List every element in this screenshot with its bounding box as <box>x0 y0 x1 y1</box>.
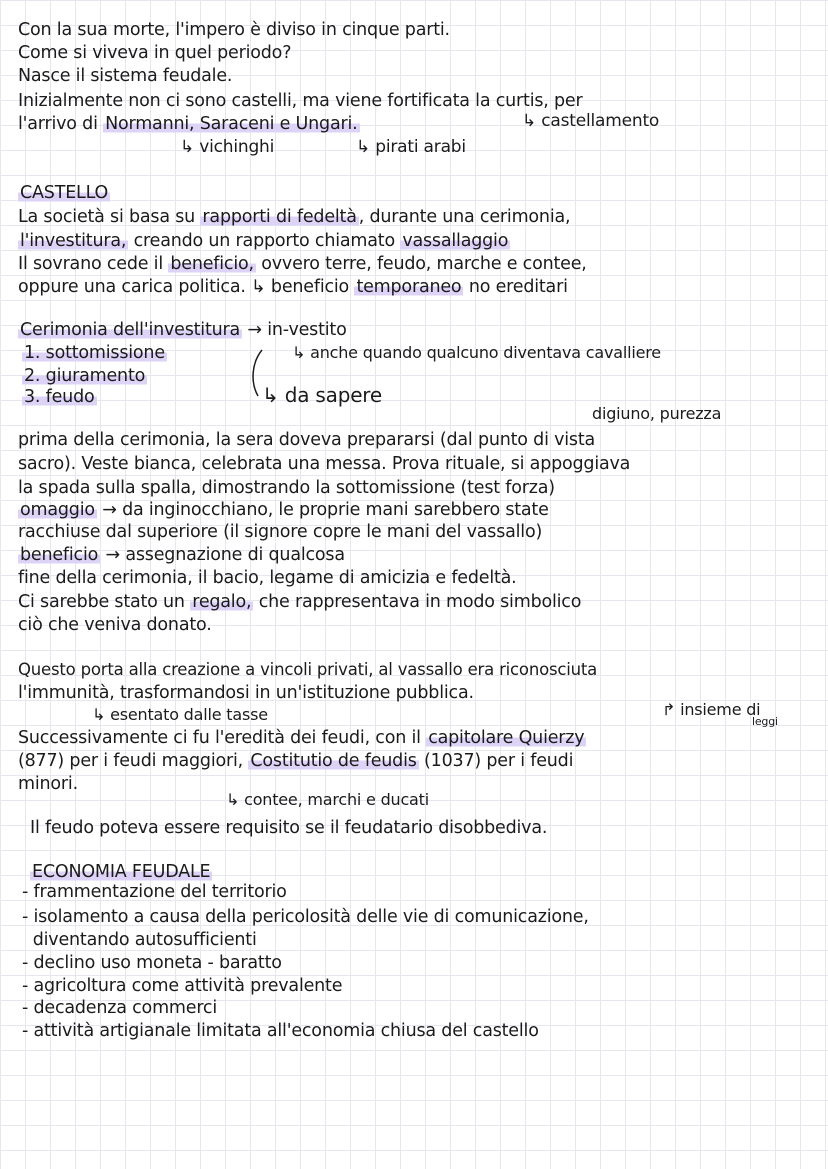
list-item <box>22 343 167 363</box>
highlighted-text: capitolare Quierzy <box>428 728 585 748</box>
text-line <box>18 277 568 297</box>
highlighted-text: rapporti di fedeltà <box>202 207 357 227</box>
title-text: Cerimonia dell'investitura <box>20 320 241 340</box>
text-line <box>18 728 586 748</box>
text: La società si basa su <box>18 207 196 227</box>
annotation: ↳ da sapere <box>262 383 382 407</box>
text-line <box>18 231 510 251</box>
highlighted-text: vassallaggio <box>402 231 509 251</box>
text: l'arrivo di <box>18 114 98 134</box>
text-line: Inizialmente non ci sono castelli, ma viene fortificata la curtis, per <box>18 91 583 111</box>
highlighted-text: beneficio <box>20 545 99 565</box>
list-item: - attività artigianale limitata all'economia chiusa del castello <box>22 1021 539 1041</box>
text-line: l'immunità, trasformandosi in un'istituzione pubblica. <box>18 683 474 703</box>
text-line: fine della cerimonia, il bacio, legame di amicizia e fedeltà. <box>18 568 517 588</box>
text-line <box>18 500 549 520</box>
text: creando un rapporto chiamato <box>133 231 395 251</box>
annotation: ↳ esentato dalle tasse <box>92 705 268 724</box>
highlighted-text: omaggio <box>20 500 95 520</box>
text: Successivamente ci fu l'eredità dei feudi, con il <box>18 728 421 748</box>
annotation: ↳ castellamento <box>522 111 660 131</box>
text: che rappresentava in modo simbolico <box>258 592 582 612</box>
annotation: ↳ pirati arabi <box>356 137 466 157</box>
text: no ereditari <box>468 277 568 297</box>
highlighted-text: 1. sottomissione <box>24 343 165 363</box>
text-line <box>18 254 587 274</box>
highlighted-text: Normanni, Saraceni e Ungari. <box>105 114 358 134</box>
list-item: - declino uso moneta - baratto <box>22 953 282 973</box>
text-line: Nasce il sistema feudale. <box>18 66 233 86</box>
text-line: Il feudo poteva essere requisito se il feudatario disobbediva. <box>30 818 548 838</box>
text-line: Con la sua morte, l'impero è diviso in cinque parti. <box>18 20 450 40</box>
text-line: minori. <box>18 774 78 794</box>
section-title <box>18 183 110 203</box>
text: (877) per i feudi maggiori, <box>18 751 244 771</box>
list-item: - isolamento a causa della pericolosità delle vie di comunicazione, <box>22 907 589 927</box>
list-item <box>22 387 97 407</box>
highlighted-text: 3. feudo <box>24 387 95 407</box>
annotation: leggi <box>752 715 778 728</box>
text-line <box>18 207 570 227</box>
text: → in-vestito <box>247 320 347 340</box>
annotation: ↳ vichinghi <box>180 137 275 157</box>
text: oppure una carica politica. <box>18 277 246 297</box>
annotation: ↱ insieme di <box>662 700 761 719</box>
text: ovvero terre, feudo, marche e contee, <box>261 254 587 274</box>
text-line: prima della cerimonia, la sera doveva prepararsi (dal punto di vista <box>18 430 596 450</box>
list-item <box>22 366 147 386</box>
text-line: Questo porta alla creazione a vincoli privati, al vassallo era riconosciuta <box>18 660 598 679</box>
text: Ci sarebbe stato un <box>18 592 185 612</box>
text: (1037) per i feudi <box>424 751 574 771</box>
text-line <box>18 114 360 134</box>
text-line <box>18 545 345 565</box>
text-line <box>18 592 581 612</box>
text-line <box>18 751 573 771</box>
list-item: diventando autosufficienti <box>22 930 257 950</box>
text-line: racchiuse dal superiore (il signore copre le mani del vassallo) <box>18 522 543 542</box>
annotation: digiuno, purezza <box>592 404 722 423</box>
section-title <box>18 320 347 340</box>
text: ↳ beneficio <box>251 277 350 297</box>
highlighted-text: regalo, <box>192 592 252 612</box>
text: → da inginocchiano, le proprie mani sarebbero state <box>102 500 549 520</box>
text: Il sovrano cede il <box>18 254 163 274</box>
text-line: sacro). Veste bianca, celebrata una messa. Prova rituale, si appoggiava <box>18 454 631 474</box>
text-line: Come si viveva in quel periodo? <box>18 43 292 63</box>
text-line: la spada sulla spalla, dimostrando la sottomissione (test forza) <box>18 478 555 498</box>
text: → assegnazione di qualcosa <box>105 545 345 565</box>
highlighted-text: Costitutio de feudis <box>250 751 417 771</box>
text: , durante una cerimonia, <box>358 207 571 227</box>
text-line: ciò che veniva donato. <box>18 615 212 635</box>
annotation: ↳ contee, marchi e ducati <box>226 790 429 809</box>
list-item: - frammentazione del territorio <box>22 882 287 902</box>
annotation: ↳ anche quando qualcuno diventava cavalliere <box>292 343 661 362</box>
section-title <box>30 862 212 882</box>
list-item: - decadenza commerci <box>22 998 218 1018</box>
highlighted-text: l'investitura, <box>20 231 127 251</box>
highlighted-text: 2. giuramento <box>24 366 146 386</box>
highlighted-text: beneficio, <box>170 254 254 274</box>
title-text: ECONOMIA FEUDALE <box>32 862 211 882</box>
highlighted-text: temporaneo <box>356 277 462 297</box>
title-text: CASTELLO <box>20 183 109 203</box>
list-item: - agricoltura come attività prevalente <box>22 976 343 996</box>
